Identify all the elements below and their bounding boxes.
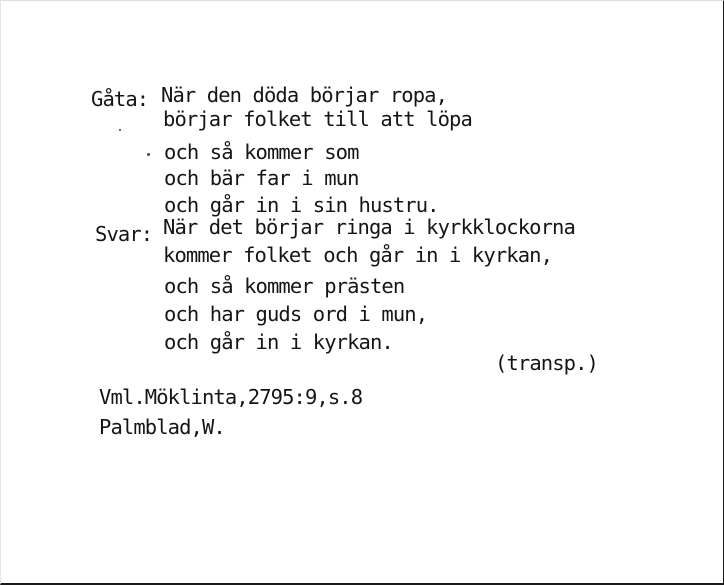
answer-line-5: och går in i kyrkan.: [164, 330, 393, 354]
answer-line-1: När det börjar ringa i kyrkklockorna: [163, 215, 575, 239]
transposition-note: (transp.): [495, 351, 598, 375]
answer-line-4: och har guds ord i mun,: [164, 302, 428, 326]
stray-dot: [119, 129, 121, 131]
bullet-dot: [147, 153, 150, 156]
riddle-label: Gåta:: [91, 87, 149, 111]
riddle-line-4: och bär far i mun: [164, 166, 359, 190]
riddle-line-3: och så kommer som: [164, 140, 359, 164]
answer-label: Svar:: [95, 222, 153, 246]
riddle-line-2: börjar folket till att löpa: [163, 107, 472, 131]
answer-line-2: kommer folket och går in i kyrkan,: [163, 243, 553, 267]
answer-line-3: och så kommer prästen: [164, 274, 405, 298]
riddle-line-1: När den döda börjar ropa,: [161, 83, 448, 107]
riddle-line-5: och går in i sin hustru.: [164, 193, 439, 217]
collector-name: Palmblad,W.: [99, 415, 225, 439]
archive-reference: Vml.Möklinta,2795:9,s.8: [99, 385, 363, 409]
